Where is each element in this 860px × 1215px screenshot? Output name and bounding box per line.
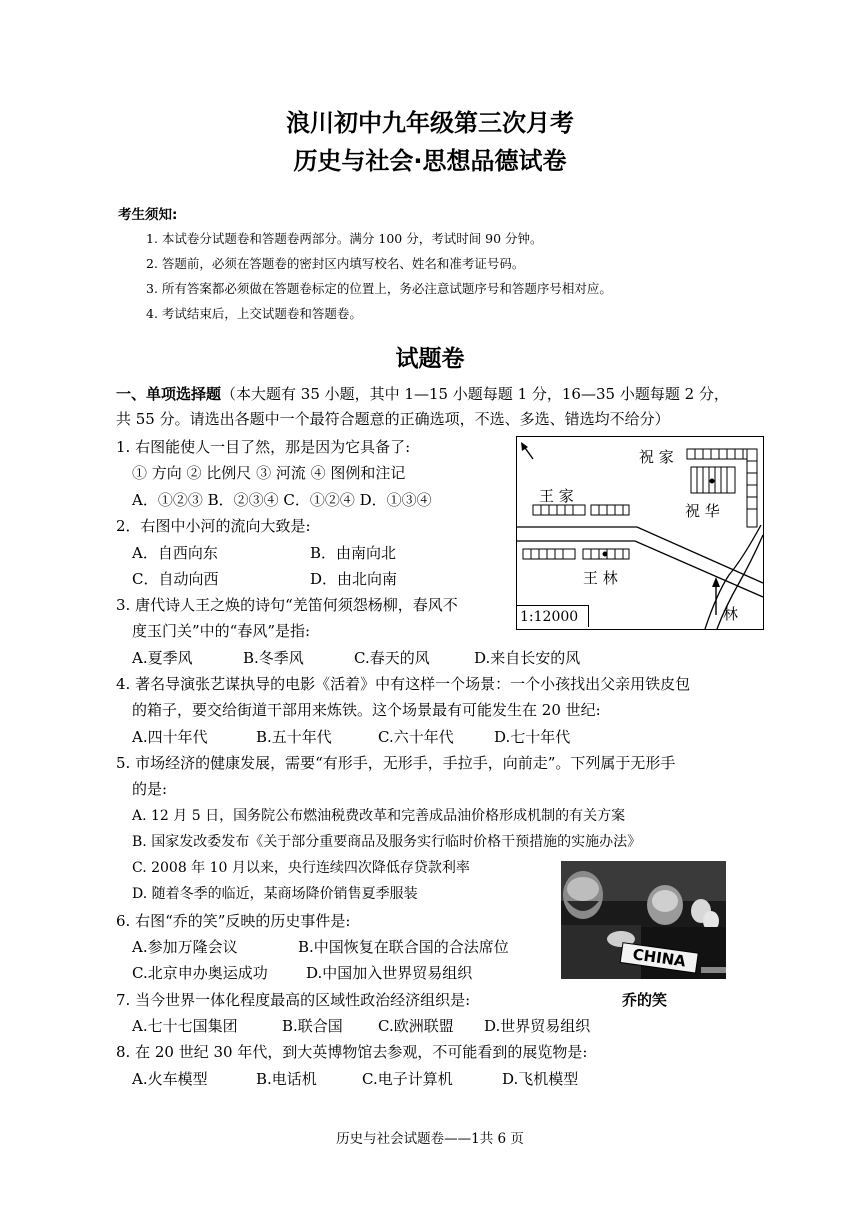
q6-option-a: A.参加万隆会议 [132, 938, 238, 956]
q1-items: ① 方向 ② 比例尺 ③ 河流 ④ 图例和注记 [132, 464, 406, 482]
q8-option-c: C.电子计算机 [362, 1070, 453, 1088]
part1-intro-line2: 共 55 分。请选出各题中一个最符合题意的正确选项，不选、多选、错选均不给分） [116, 410, 670, 428]
q3-option-c: C.春天的风 [354, 649, 430, 667]
q2-option-b: B．由南向北 [310, 544, 397, 562]
map-label-zhuhua: 祝 华 [685, 502, 720, 520]
q7-option-c: C.欧洲联盟 [378, 1017, 454, 1035]
notice-item: 4. 考试结束后，上交试题卷和答题卷。 [146, 306, 362, 321]
q3-stem-line1: 3. 唐代诗人王之焕的诗句“羌笛何须怨杨柳，春风不 [116, 596, 458, 614]
road [517, 527, 763, 597]
exam-title: 浪川初中九年级第三次月考 [286, 109, 574, 137]
q3-option-b: B.冬季风 [243, 649, 304, 667]
section-title: 试题卷 [395, 346, 465, 372]
village-map [516, 436, 764, 630]
exam-subtitle: 历史与社会·思想品德试卷 [293, 147, 567, 175]
notice-heading: 考生须知: [118, 207, 178, 223]
notice-item: 2. 答题前，必须在答题卷的密封区内填写校名、姓名和准考证号码。 [146, 256, 525, 271]
q5-option-d: D. 随着冬季的临近，某商场降价销售夏季服装 [132, 886, 418, 902]
q2-option-a: A．自西向东 [132, 544, 218, 562]
photo-drawing [561, 861, 726, 979]
notice-item: 1. 本试卷分试题卷和答题卷两部分。满分 100 分，考试时间 90 分钟。 [146, 231, 543, 246]
q1-stem: 1. 右图能使人一目了然，那是因为它具备了: [116, 438, 411, 456]
map-label-lin: 林 [723, 605, 739, 623]
china-sign-text: CHINA [631, 945, 687, 971]
q2-stem: 2．右图中小河的流向大致是: [116, 517, 311, 535]
building-wangjia [533, 505, 629, 515]
q7-stem: 7. 当今世界一体化程度最高的区域性政治经济组织是: [116, 991, 471, 1009]
q2-option-c: C．自动向西 [132, 570, 219, 588]
part1-heading: 一、单项选择题 [116, 385, 222, 403]
q4-option-c: C.六十年代 [378, 728, 454, 746]
q6-option-d: D.中国加入世界贸易组织 [306, 964, 473, 982]
q2-option-d: D．由北向南 [310, 570, 398, 588]
q1-options: A．①②③ B．②③④ C．①②④ D．①③④ [132, 491, 432, 509]
part1-intro-line1 [116, 383, 729, 404]
q7-option-b: B.联合国 [282, 1017, 343, 1035]
notice-item: 3. 所有答案都必须做在答题卷标定的位置上，务必注意试题序号和答题序号相对应。 [146, 281, 612, 296]
q3-option-d: D.来自长安的风 [474, 649, 581, 667]
q8-stem: 8. 在 20 世纪 30 年代，到大英博物馆去参观，不可能看到的展览物是: [116, 1043, 588, 1061]
q4-option-a: A.四十年代 [132, 728, 208, 746]
q6-stem: 6. 右图“乔的笑”反映的历史事件是: [116, 912, 351, 930]
q6-option-c: C.北京申办奥运成功 [132, 964, 268, 982]
photo-caption: 乔的笑 [622, 991, 668, 1009]
part1-intro: （本大题有 35 小题，其中 1—15 小题每题 1 分，16—35 小题每题 2 分， [221, 385, 729, 403]
q8-option-a: A.火车模型 [132, 1070, 208, 1088]
q6-option-b: B.中国恢复在联合国的合法席位 [298, 938, 509, 956]
q4-stem-line1: 4. 著名导演张艺谋执导的电影《活着》中有这样一个场景：一个小孩找出父亲用铁皮包 [116, 675, 691, 693]
q4-option-d: D.七十年代 [494, 728, 571, 746]
map-label-wangjia: 王 家 [539, 487, 574, 505]
building-zhuhua [691, 467, 735, 493]
q4-stem-line2: 的箱子，要交给街道干部用来炼铁。这个场景最有可能发生在 20 世纪: [132, 701, 601, 719]
q5-stem-line1: 5. 市场经济的健康发展，需要“有形手，无形手，手拉手，向前走”。下列属于无形手 [116, 754, 676, 772]
q8-option-d: D.飞机模型 [502, 1070, 579, 1088]
map-scale: 1:12000 [517, 605, 589, 627]
qiao-laugh-photo [561, 861, 726, 979]
q5-stem-line2: 的是: [132, 780, 168, 798]
q8-option-b: B.电话机 [256, 1070, 317, 1088]
q4-option-b: B.五十年代 [256, 728, 332, 746]
north-arrow-icon [521, 442, 533, 459]
river-flow-arrow-icon [712, 577, 720, 615]
building-zhujia-side [747, 449, 757, 527]
map-label-wanglin: 王 林 [583, 569, 618, 587]
q5-option-a: A. 12 月 5 日，国务院公布燃油税费改革和完善成品油价格形成机制的有关方案 [132, 808, 626, 824]
map-label-zhujia: 祝 家 [639, 448, 674, 466]
q5-option-b: B. 国家发改委发布《关于部分重要商品及服务实行临时价格干预措施的实施办法》 [132, 834, 642, 850]
page-footer: 历史与社会试题卷——1共 6 页 [336, 1131, 524, 1147]
q5-option-c: C. 2008 年 10 月以来，央行连续四次降低存贷款利率 [132, 860, 470, 876]
q3-option-a: A.夏季风 [132, 649, 193, 667]
q3-stem-line2: 度玉门关”中的“春风”是指: [132, 622, 311, 640]
building-wanglin [523, 549, 629, 559]
q7-option-a: A.七十七国集团 [132, 1017, 238, 1035]
q7-option-d: D.世界贸易组织 [484, 1017, 591, 1035]
